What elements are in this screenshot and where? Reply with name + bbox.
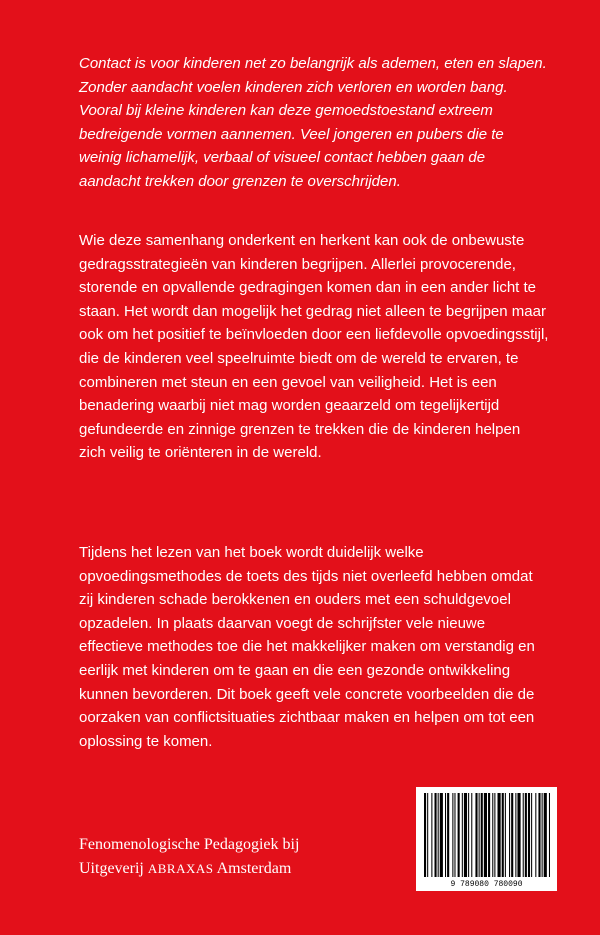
barcode-bar xyxy=(464,793,467,877)
publisher-line-1: Fenomenologische Pedagogiek bij xyxy=(79,836,300,853)
barcode-bar xyxy=(481,793,483,877)
barcode-bar xyxy=(445,793,446,877)
barcode-bar xyxy=(511,793,513,877)
barcode-bar xyxy=(535,793,536,877)
barcode-bar xyxy=(488,793,490,877)
barcode-bar xyxy=(454,793,455,877)
barcode-bar xyxy=(479,793,480,877)
barcode-bar xyxy=(438,793,439,877)
barcode-bar xyxy=(462,793,463,877)
description-paragraph-1: Wie deze samenhang onderkent en herkent kan ook de onbewuste gedragsstrategieën van kinderen begrijpen. Allerlei provocerende, storende en opvallende gedragingen komen dan in een ander licht te staan. Het wordt dan mogelijk het gedrag niet alleen te begrijpen maar ook om het positief te beïnvloeden door een liefdevolle opvoedingsstijl, die de kinderen veel speelruimte biedt om de wereld te ervaren, te combineren met steun en een gevoel van veiligheid. Het is een benadering waarbij niet mag worden geaarzeld om tegelijkertijd gefundeerde en zinnige grenzen te trekken die de kinderen helpen zich veilig te oriënteren in de wereld. xyxy=(79,232,549,462)
barcode-bar xyxy=(424,793,426,877)
barcode-bar xyxy=(458,793,460,877)
barcode-bar xyxy=(523,793,524,877)
barcode-bar xyxy=(525,793,527,877)
barcode-bar xyxy=(515,793,516,877)
description-paragraph-2: Tijdens het lezen van het boek wordt duidelijk welke opvoedingsmethodes de toets des tijds niet overleefd hebben omdat zij kinderen schade berokkenen en ouders met een schuldgevoel opzadelen. In plaats daarvan voegt de schrijfster vele nieuwe effectieve methodes toe die het makkelijker maken om verstandig en eerlijk met kinderen om te gaan en die een gezonde ontwikkeling kunnen bevorderen. Dit boek geeft vele concrete voorbeelden die de oorzaken van conflictsituaties zichtbaar maken en helpen om tot een oplossing te komen. xyxy=(79,544,535,750)
barcode-graphic xyxy=(416,787,557,891)
barcode-bar xyxy=(498,793,501,877)
barcode-bar xyxy=(531,793,532,877)
barcode-bars xyxy=(424,793,550,877)
barcode-bar xyxy=(431,793,432,877)
barcode-bar xyxy=(494,793,495,877)
publisher-imprint xyxy=(79,833,299,881)
barcode-bar xyxy=(447,793,449,877)
barcode-bar xyxy=(505,793,506,877)
barcode-digits: 9 789080 780090 xyxy=(450,880,523,889)
publisher-name: ABRAXAS xyxy=(147,861,214,876)
barcode-bar xyxy=(440,793,443,877)
barcode-bar xyxy=(542,793,543,877)
barcode-bar xyxy=(509,793,510,877)
barcode-bar xyxy=(528,793,530,877)
barcode-bar xyxy=(475,793,477,877)
isbn-barcode xyxy=(416,787,557,891)
barcode-bar xyxy=(452,793,453,877)
barcode-bar xyxy=(517,793,520,877)
barcode-bar xyxy=(435,793,437,877)
barcode-bar xyxy=(468,793,469,877)
publisher-city: Amsterdam xyxy=(216,860,292,877)
barcode-bar xyxy=(538,793,540,877)
barcode-bar xyxy=(502,793,504,877)
publisher-prefix: Uitgeverij xyxy=(79,860,144,877)
barcode-bar xyxy=(484,793,487,877)
barcode-bar xyxy=(471,793,472,877)
barcode-bar xyxy=(427,793,428,877)
barcode-bar xyxy=(492,793,493,877)
barcode-bar xyxy=(549,793,550,877)
publisher-line-2 xyxy=(79,857,299,881)
barcode-bar xyxy=(544,793,547,877)
intro-text: Contact is voor kinderen net zo belangrijk als ademen, eten en slapen. Zonder aandacht voelen kinderen zich verloren en worden bang. Vooral bij kleine kinderen kan deze gemoedstoestand extreem bedreigende vormen aannemen. Veel jongeren en pubers die te weinig lichamelijk, verbaal of visueel contact hebben gaan de aandacht trekken door grenzen te overschrijden. xyxy=(79,55,547,190)
